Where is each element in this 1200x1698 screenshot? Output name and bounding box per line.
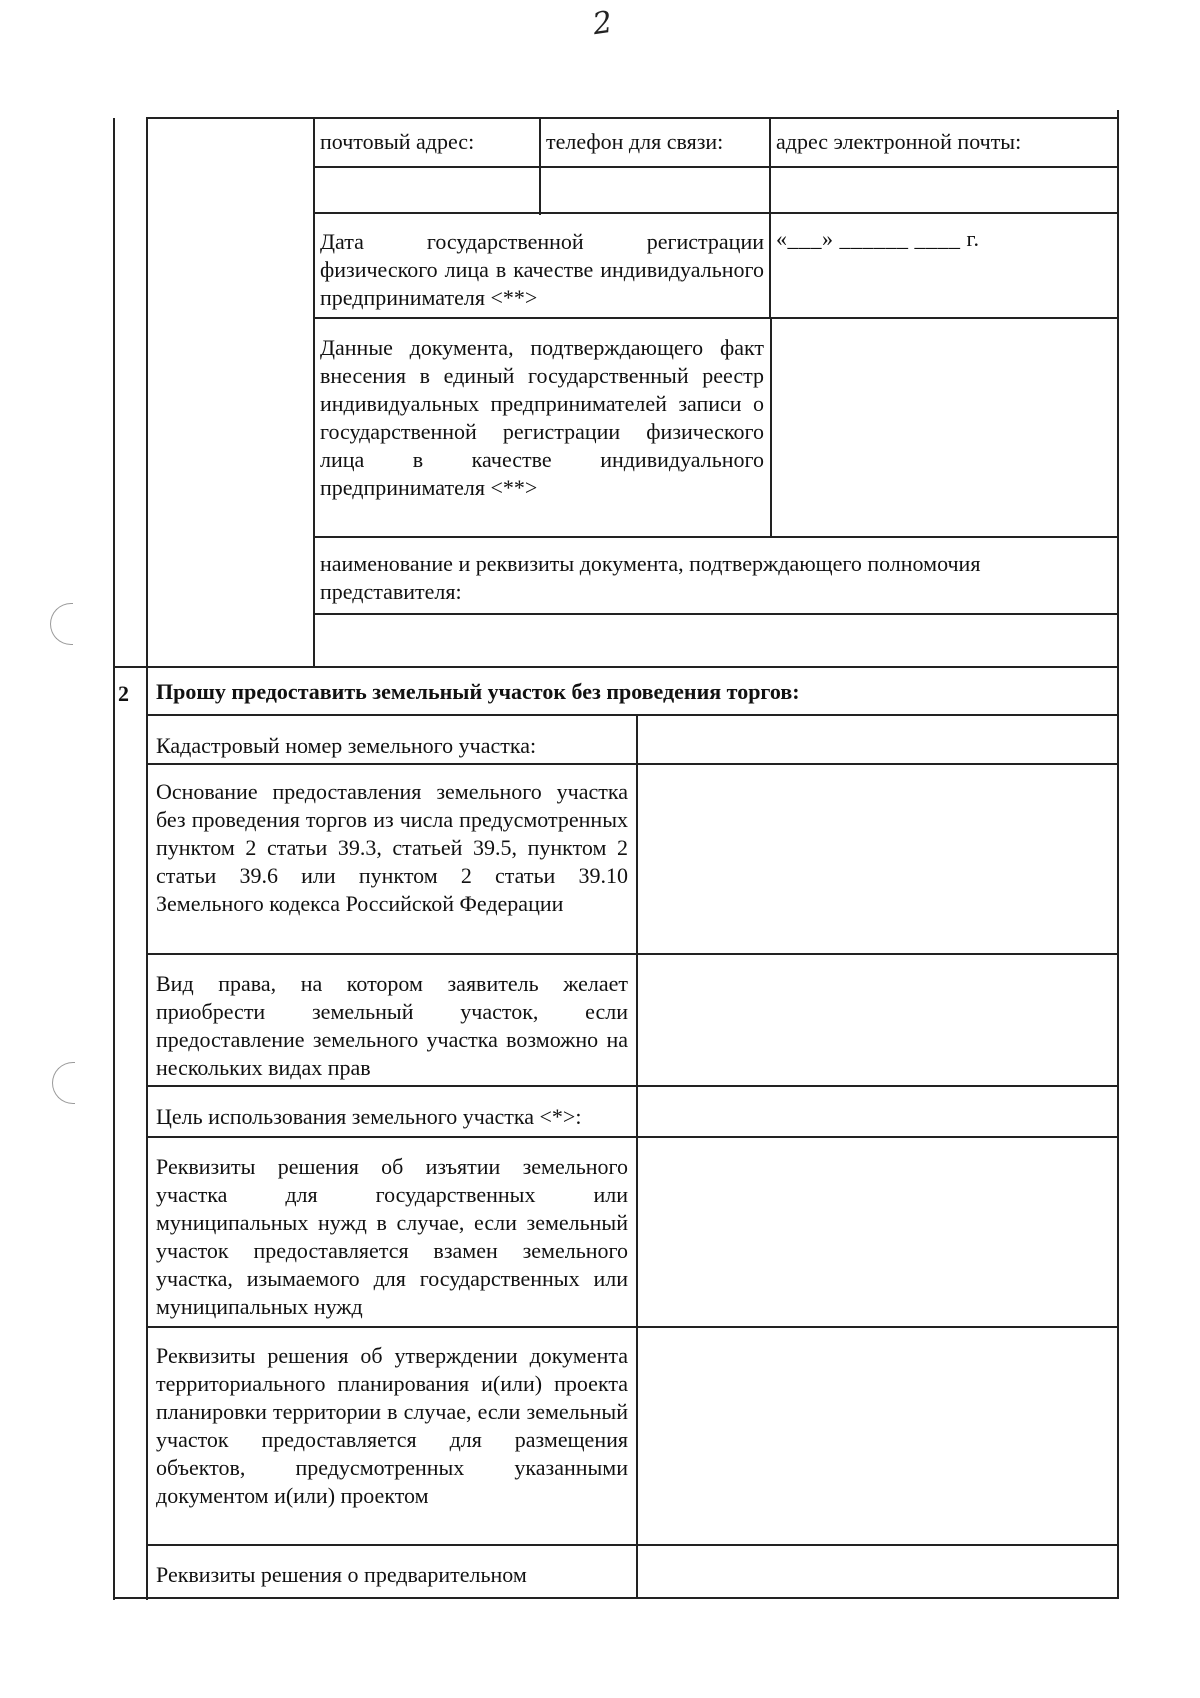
contact-divider-2: [769, 117, 771, 317]
contact-left-border: [313, 117, 315, 667]
withdrawal-row-bottom: [146, 1326, 1119, 1328]
section1-bottom: [113, 666, 1119, 668]
land-use-purpose-label: Цель использования земельного участка <*>:: [156, 1104, 582, 1129]
number-column-divider: [146, 118, 148, 1600]
punch-hole-top: [50, 603, 73, 645]
contact-value-bottom: [313, 212, 1119, 214]
cadastral-number-label: Кадастровый номер земельного участка:: [156, 733, 537, 758]
ip-document-divider: [770, 317, 772, 537]
cadastral-row-bottom: [146, 763, 1119, 765]
representative-label-bottom: [313, 613, 1119, 615]
ip-document-label: Данные документа, подтверждающего факт внесения в единый государственный реестр индивидуальных предпринимателей записи о государственной регистрации физического лица в качестве индивидуального предпринимателя <**>: [320, 335, 764, 500]
right-type-label: Вид права, на котором заявитель желает приобрести земельный участок, если предоставление земельного участка возможно на нескольких видах прав: [156, 971, 628, 1080]
email-label: адрес электронной почты:: [776, 129, 1022, 154]
top-border: [146, 117, 1119, 119]
contact-label-bottom: [313, 166, 1119, 168]
section2-title: Прошу предоставить земельный участок без проведения торгов:: [156, 679, 800, 704]
grounds-row-bottom: [146, 953, 1119, 955]
ip-registration-date-value: «___» ______ ____ г.: [776, 226, 980, 251]
section2-number: 2: [118, 681, 129, 706]
table-left-border: [113, 118, 115, 1600]
right-type-row-bottom: [146, 1085, 1119, 1087]
punch-hole-bottom: [52, 1062, 75, 1104]
ip-registration-date-label: Дата государственной регистрации физического лица в качестве индивидуального предпринимателя <**>: [320, 229, 764, 310]
preliminary-decision-label: Реквизиты решения о предварительном: [156, 1562, 527, 1587]
postal-address-label: почтовый адрес:: [320, 129, 475, 154]
table-bottom-border: [113, 1597, 1119, 1599]
grounds-label: Основание предоставления земельного участка без проведения торгов из числа предусмотренных пунктом 2 статьи 39.3, статьей 39.5, пунктом 2 статьи 39.6 или пунктом 2 статьи 39.10 Земельного кодекса Российской Федерации: [156, 779, 628, 916]
page-number: 2: [590, 4, 615, 43]
land-use-row-bottom: [146, 1136, 1119, 1138]
withdrawal-decision-label: Реквизиты решения об изъятии земельного участка для государственных или муниципальных нужд в случае, если земельный участок предоставляется взамен земельного участка, изымаемого для государственных или муниципальных нужд: [156, 1154, 628, 1319]
phone-label: телефон для связи:: [546, 129, 724, 154]
table-right-border: [1117, 110, 1119, 1598]
ip-date-row-bottom: [313, 317, 1119, 319]
ip-document-row-bottom: [313, 536, 1119, 538]
representative-document-label: наименование и реквизиты документа, подтверждающего полномочия представителя:: [320, 551, 981, 604]
planning-decision-label: Реквизиты решения об утверждении документа территориального планирования и(или) проекта планировки территории в случае, если земельный участок предоставляется для размещения объектов, предусмотренных указанными документом и(или) проектом: [156, 1343, 628, 1508]
section2-column-divider: [636, 714, 638, 1598]
planning-row-bottom: [146, 1544, 1119, 1546]
section2-header-bottom: [146, 714, 1119, 716]
